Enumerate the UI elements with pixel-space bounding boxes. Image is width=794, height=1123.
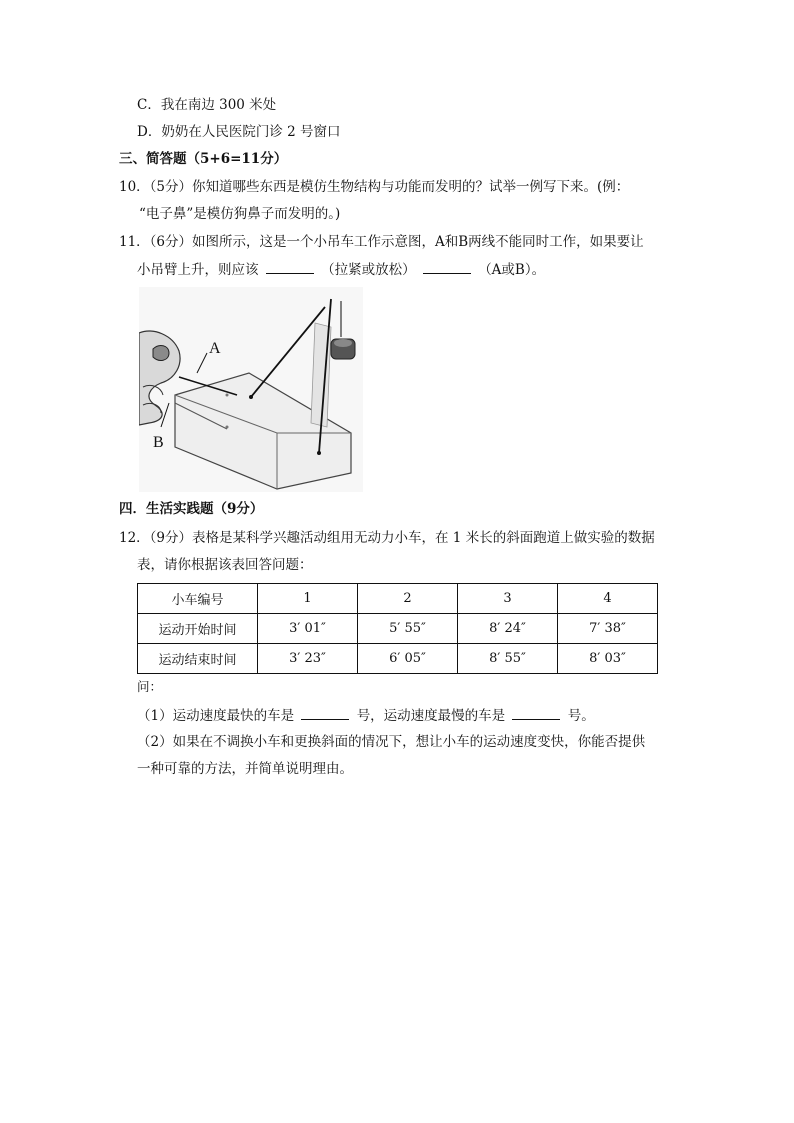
hole-a (226, 394, 229, 397)
table-cell: 3 (458, 584, 558, 614)
table-cell: 1 (258, 584, 358, 614)
q11-text-a: 小吊臂上升，则应该 (137, 262, 259, 278)
q12-ask: 问： (137, 679, 163, 694)
weight-top (334, 339, 352, 347)
q12-sub2-line2: 一种可靠的方法，并简单说明理由。 (137, 761, 353, 777)
q12-sub1-text-c: 号。 (567, 708, 595, 724)
q10-line1: 10．（5分）你知道哪些东西是模仿生物结构与功能而发明的？试举一例写下来。(例： (119, 179, 630, 195)
table-cell: 5′ 55″ (358, 614, 458, 644)
table-row-end (138, 644, 658, 674)
q12-sub1-text-a: （1）运动速度最快的车是 (137, 708, 295, 724)
q12-blank-slowest[interactable] (512, 706, 560, 720)
table-cell: 4 (558, 584, 658, 614)
pulley-point-a (249, 395, 253, 399)
hand-knuckle (153, 346, 169, 361)
table-cell: 3′ 01″ (258, 614, 358, 644)
table-cell: 8′ 24″ (458, 614, 558, 644)
table-cell: 6′ 05″ (358, 644, 458, 674)
q11-text-b: （拉紧或放松） (321, 262, 416, 278)
q10-line2: “电子鼻”是模仿狗鼻子而发明的。) (139, 206, 341, 222)
table-cell: 8′ 03″ (558, 644, 658, 674)
q11-blank-1[interactable] (266, 260, 314, 274)
q12-sub2-line1: （2）如果在不调换小车和更换斜面的情况下，想让小车的运动速度变快，你能否提供 (137, 734, 646, 750)
q11-line2 (137, 260, 545, 279)
section-4-title: 四．生活实践题（9分） (119, 501, 264, 517)
table-cell: 小车编号 (138, 584, 258, 614)
q11-blank-2[interactable] (423, 260, 471, 274)
crane-diagram-svg (139, 287, 363, 492)
table-cell: 运动开始时间 (138, 614, 258, 644)
q12-blank-fastest[interactable] (301, 706, 349, 720)
q12-sub1-text-b: 号，运动速度最慢的车是 (356, 708, 506, 724)
q12-line2: 表，请你根据该表回答问题： (137, 557, 313, 573)
hole-b (226, 426, 229, 429)
table-header-row (138, 584, 658, 614)
table-row-start (138, 614, 658, 644)
q11-text-c: （A或B）。 (478, 262, 546, 278)
q12-sub1 (137, 706, 595, 725)
table-cell: 7′ 38″ (558, 614, 658, 644)
q11-line1: 11．（6分）如图所示，这是一个小吊车工作示意图，A和B两线不能同时工作，如果要让 (119, 234, 644, 250)
experiment-table (137, 583, 658, 674)
label-a: A (209, 340, 221, 357)
table-cell: 运动结束时间 (138, 644, 258, 674)
table-cell: 2 (358, 584, 458, 614)
pulley-point-b (317, 451, 321, 455)
option-d: D．奶奶在人民医院门诊 2 号窗口 (137, 124, 341, 140)
table-cell: 3′ 23″ (258, 644, 358, 674)
table-cell: 8′ 55″ (458, 644, 558, 674)
label-b: B (153, 434, 164, 451)
option-c: C．我在南边 300 米处 (137, 97, 277, 113)
crane-diagram (139, 287, 363, 492)
section-3-title: 三、简答题（5+6=11分） (119, 151, 288, 167)
q12-line1: 12．（9分）表格是某科学兴趣活动组用无动力小车，在 1 米长的斜面跑道上做实验的数据 (119, 530, 655, 546)
